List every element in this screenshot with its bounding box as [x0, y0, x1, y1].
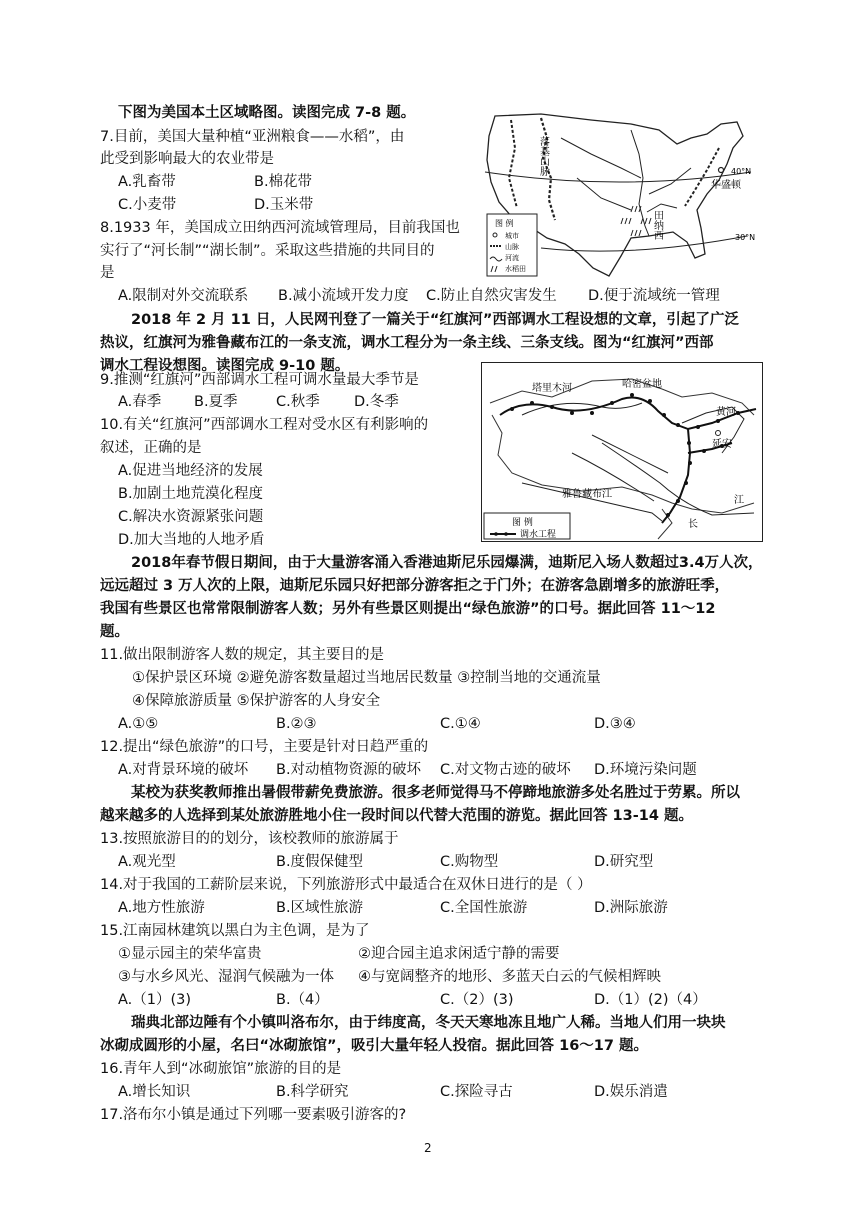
- q8-option-b: B.减小流域开发力度: [278, 288, 409, 304]
- usa-legend-river: 河流: [505, 254, 519, 262]
- chang-label: 长: [688, 519, 698, 530]
- china-legend-item: 调水工程: [520, 530, 557, 540]
- west-water-transfer-map: [481, 362, 763, 542]
- page-number: 2: [424, 1141, 432, 1155]
- q9-stem: 9.推测“红旗河”西部调水工程可调水量最大季节是: [100, 372, 419, 388]
- intro-11-12-line-3: 我国有些景区也常常限制游客人数；另外有些景区则提出“绿色旅游”的口号。据此回答 11～12: [100, 601, 716, 617]
- yangtze-river: [602, 443, 754, 515]
- q15-item-4: ④与宽阔整齐的地形、多蓝天白云的气候相辉映: [358, 969, 661, 985]
- q12-option-c: C.对文物古迹的破坏: [440, 762, 571, 778]
- west-mountains-line: [509, 120, 517, 208]
- q17-stem: 17.洛布尔小镇是通过下列哪一要素吸引游客的?: [100, 1107, 407, 1123]
- jiang-label: 江: [734, 495, 744, 506]
- q15-option-d: D.（1）(2)（4）: [594, 992, 707, 1008]
- q15-item-2: ②迎合园主追求闲适宁静的需要: [358, 946, 560, 962]
- q16-option-d: D.娱乐消遣: [594, 1084, 668, 1100]
- q10-option-d: D.加大当地的人地矛盾: [118, 532, 265, 548]
- q8-option-d: D.便于流域统一管理: [588, 288, 720, 304]
- rice-field-symbols: [621, 206, 651, 236]
- intro-11-12-line-1: 2018年春节假日期间，由于大量游客涌入香港迪斯尼乐园爆满，迪斯尼入场人数超过3.4万人次，: [131, 555, 763, 571]
- q16-stem: 16.青年人到“冰砌旅馆”旅游的目的是: [100, 1061, 342, 1077]
- river-3: [592, 435, 668, 473]
- q7-option-a: A.乳畜带: [118, 174, 176, 190]
- q16-option-b: B.科学研究: [276, 1084, 349, 1100]
- intro-11-12-line-4: 题。: [100, 624, 129, 640]
- q11-option-d: D.③④: [594, 716, 636, 732]
- q13-option-d: D.研究型: [594, 854, 654, 870]
- intro-13-14-line-2: 越来越多的人选择到某处旅游胜地小住一段时间以代替大范围的游览。据此回答 13-14 题。: [100, 808, 693, 824]
- lat-30-label: 30°N: [735, 233, 756, 242]
- q9-option-a: A.春季: [118, 394, 162, 410]
- transfer-main-south: [662, 429, 690, 523]
- legend-transfer-dot-2: [504, 532, 508, 536]
- transfer-line-dots: [510, 393, 740, 517]
- intro-13-14-line-1: 某校为获奖教师推出暑假带薪免费旅游。很多老师觉得马不停蹄地旅游多处名胜过于劳累。所以: [131, 785, 740, 801]
- q8-option-a: A.限制对外交流联系: [118, 288, 249, 304]
- q11-stem: 11.做出限制游客人数的规定，其主要目的是: [100, 647, 385, 663]
- q7-option-c: C.小麦带: [118, 197, 177, 213]
- q7-option-d: D.玉米带: [254, 197, 314, 213]
- q11-option-c: C.①④: [440, 716, 481, 732]
- q13-option-c: C.购物型: [440, 854, 499, 870]
- q7-option-b: B.棉花带: [254, 174, 313, 190]
- legend-transfer-dot-1: [494, 532, 498, 536]
- q15-stem: 15.江南园林建筑以黑白为主色调，是为了: [100, 923, 370, 939]
- q10-option-b: B.加剧土地荒漠化程度: [118, 486, 264, 502]
- washington-label: 华盛顿: [711, 180, 741, 191]
- q11-items-2: ④保障旅游质量 ⑤保护游客的人身安全: [132, 693, 381, 709]
- q15-item-1: ①显示园主的荣华富贵: [118, 946, 262, 962]
- q7-stem-2: 此受到影响最大的农业带是: [100, 151, 274, 167]
- q14-stem: 14.对于我国的工薪阶层来说，下列旅游形式中最适合在双休日进行的是（ ）: [100, 877, 592, 893]
- yarlung-label: 雅鲁藏布江: [562, 489, 612, 500]
- q8-stem-2: 实行了“河长制”“湖长制”。采取这些措施的共同目的: [100, 243, 435, 259]
- usa-legend-mountain: 山脉: [505, 243, 519, 251]
- q12-option-a: A.对背景环境的破坏: [118, 762, 249, 778]
- q15-option-b: B.（4）: [276, 992, 329, 1008]
- lat-40-label: 40°N: [731, 167, 752, 176]
- q14-option-c: C.全国性旅游: [440, 900, 528, 916]
- usa-legend-title: 图 例: [495, 219, 514, 228]
- q12-option-d: D.环境污染问题: [594, 762, 697, 778]
- q7-stem-1: 7.目前，美国大量种植“亚洲粮食——水稻”，由: [100, 129, 405, 145]
- tennessee-label: 田纳西: [651, 210, 663, 240]
- q16-option-c: C.探险寻古: [440, 1084, 513, 1100]
- intro-16-17-line-1: 瑞典北部边陲有个小镇叫洛布尔，由于纬度高，冬天天寒地冻且地广人稀。当地人们用一块块: [131, 1015, 726, 1031]
- q11-items-1: ①保护景区环境 ②避免游客数量超过当地居民数量 ③控制当地的交通流量: [132, 670, 601, 686]
- china-legend-title: 图 例: [512, 518, 533, 528]
- q15-option-a: A.（1）(3): [118, 992, 192, 1008]
- q9-option-d: D.冬季: [354, 394, 399, 410]
- missouri-river: [561, 138, 641, 178]
- huanghe-label: 黄河: [716, 407, 736, 418]
- washington-city-marker: [719, 168, 724, 173]
- intro-7-8: 下图为美国本土区域略图。读图完成 7-8 题。: [118, 105, 416, 121]
- q9-option-c: C.秋季: [276, 394, 320, 410]
- intro-11-12-line-2: 远远超过 3 万人次的上限，迪斯尼乐园只好把部分游客拒之于门外；在游客急剧增多的旅游旺季，: [100, 578, 730, 594]
- q10-stem-2: 叙述，正确的是: [100, 440, 202, 456]
- intro-9-10-line-1: 2018 年 2 月 11 日，人民网刊登了一篇关于“红旗河”西部调水工程设想的文章，引起了广泛: [131, 312, 739, 328]
- q10-stem-1: 10.有关“红旗河”西部调水工程对受水区有利影响的: [100, 417, 429, 433]
- intro-9-10-line-2: 热议，红旗河为雅鲁藏布江的一条支流，调水工程分为一条主线、三条支线。图为“红旗河”西部: [100, 335, 714, 351]
- yanan-marker: [716, 431, 721, 436]
- q16-option-a: A.增长知识: [118, 1084, 191, 1100]
- arkansas-river: [577, 178, 631, 210]
- q13-option-a: A.观光型: [118, 854, 176, 870]
- q12-stem: 12.提出“绿色旅游”的口号，主要是针对日趋严重的: [100, 739, 429, 755]
- tarim-label: 塔里木河: [532, 383, 572, 394]
- q8-stem-1: 8.1933 年，美国成立田纳西河流域管理局，目前我国也: [100, 220, 460, 236]
- rocky-mountains-label: 落基山脉: [537, 136, 549, 176]
- south-border: [492, 415, 754, 513]
- q10-option-c: C.解决水资源紧张问题: [118, 509, 264, 525]
- q11-option-b: B.②③: [276, 716, 317, 732]
- q12-option-b: B.对动植物资源的破坏: [276, 762, 422, 778]
- usa-legend-rice: 水稻田: [505, 265, 526, 273]
- q8-option-c: C.防止自然灾害发生: [426, 288, 557, 304]
- q11-option-a: A.①⑤: [118, 716, 159, 732]
- q9-option-b: B.夏季: [194, 394, 238, 410]
- hami-label: 哈密盆地: [622, 379, 662, 390]
- usa-region-map: [481, 108, 763, 284]
- intro-16-17-line-2: 冰砌成圆形的小屋，名曰“冰砌旅馆”，吸引大量年轻人投宿。据此回答 16～17 题。: [100, 1038, 649, 1054]
- q14-option-b: B.区域性旅游: [276, 900, 364, 916]
- q8-stem-3: 是: [100, 265, 115, 281]
- q13-stem: 13.按照旅游目的的划分，该校教师的旅游属于: [100, 831, 399, 847]
- intro-9-10-line-3: 调水工程设想图。读图完成 9-10 题。: [100, 358, 350, 374]
- q15-option-c: C.（2）(3): [440, 992, 514, 1008]
- q13-option-b: B.度假保健型: [276, 854, 364, 870]
- usa-legend-city: 城市: [505, 232, 519, 240]
- q10-option-a: A.促进当地经济的发展: [118, 463, 263, 479]
- q14-option-d: D.洲际旅游: [594, 900, 668, 916]
- yanan-label: 延安: [712, 439, 732, 450]
- q14-option-a: A.地方性旅游: [118, 900, 205, 916]
- q15-item-3: ③与水乡风光、湿润气候融为一体: [118, 969, 334, 985]
